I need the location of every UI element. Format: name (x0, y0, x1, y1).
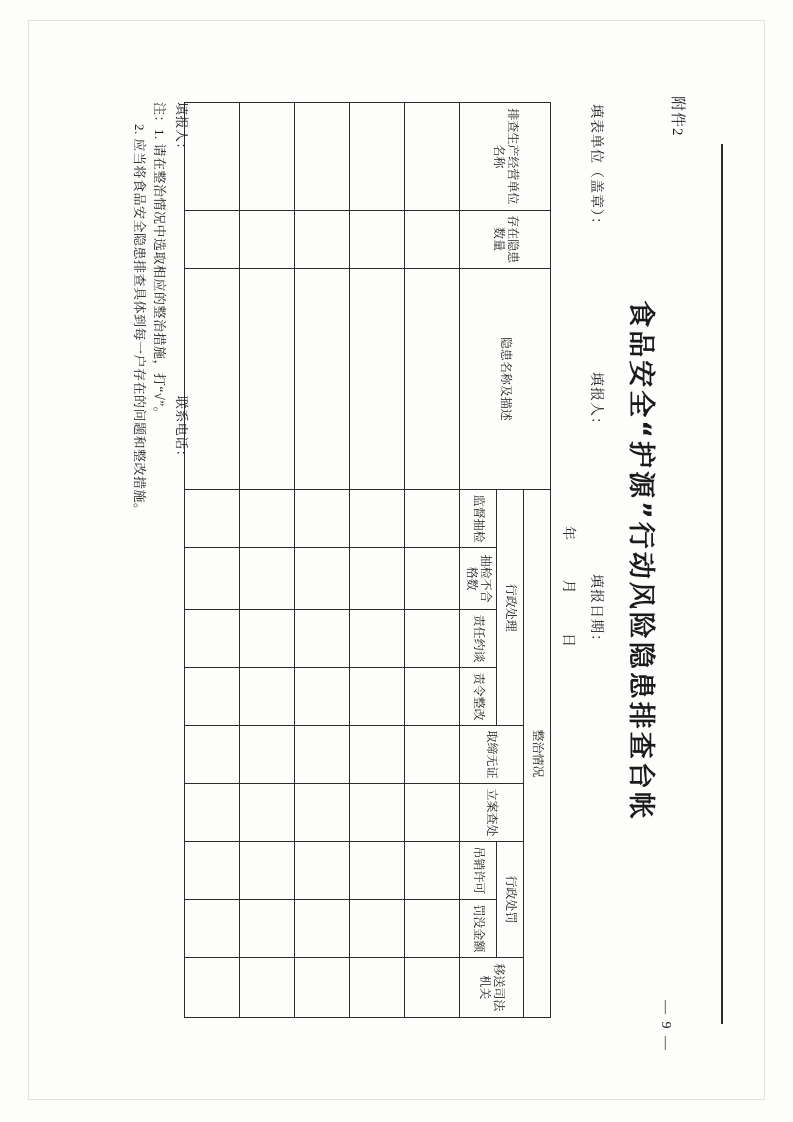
cell-hazard-count[interactable] (294, 210, 349, 268)
footer-signature-line (171, 102, 191, 463)
date-line (559, 526, 579, 682)
cell-supervision-sampling[interactable] (294, 490, 349, 548)
cell-supervision-sampling[interactable] (349, 490, 404, 548)
cell-transfer-judicial[interactable] (349, 957, 404, 1017)
document-body (47, 56, 747, 1066)
subgroup-header-transfer-judicial: 移送司法机关 (459, 957, 523, 1017)
cell-order-rectify[interactable] (239, 668, 294, 726)
cell-responsibility-interview[interactable] (184, 610, 239, 668)
cell-fine-amount[interactable] (404, 899, 459, 957)
sub-header-order-rectify: 责令整改 (459, 668, 496, 726)
table-row (184, 103, 239, 1018)
note-title: 注： (151, 102, 167, 130)
col-header-unit-name: 排查生产经营单位名称 (459, 103, 550, 211)
cell-order-rectify[interactable] (184, 668, 239, 726)
cell-unit-name[interactable] (349, 103, 404, 211)
cell-revoke-license[interactable] (239, 841, 294, 899)
cell-transfer-judicial[interactable] (404, 957, 459, 1017)
risk-inspection-table (184, 102, 551, 1018)
cell-hazard-desc[interactable] (294, 268, 349, 490)
cell-ban-unlicensed[interactable] (294, 726, 349, 784)
cell-case-filing[interactable] (184, 784, 239, 842)
rotated-content-wrapper (47, 56, 747, 1066)
cell-hazard-desc[interactable] (404, 268, 459, 490)
cell-fine-amount[interactable] (239, 899, 294, 957)
table-body (184, 103, 459, 1018)
col-header-hazard-count: 存在隐患数量 (459, 210, 550, 268)
cell-supervision-sampling[interactable] (239, 490, 294, 548)
cell-revoke-license[interactable] (404, 841, 459, 899)
subgroup-header-admin-penalty: 行政处罚 (496, 841, 523, 957)
cell-responsibility-interview[interactable] (239, 610, 294, 668)
filler-label: 填报人： (173, 102, 189, 157)
unit-label: 填表单位（盖章）： (587, 104, 603, 232)
cell-revoke-license[interactable] (294, 841, 349, 899)
cell-case-filing[interactable] (239, 784, 294, 842)
table-row (404, 103, 459, 1018)
sub-header-supervision-sampling: 监督抽检 (459, 490, 496, 548)
table-row (294, 103, 349, 1018)
date-year: 年 (559, 526, 575, 541)
cell-responsibility-interview[interactable] (294, 610, 349, 668)
cell-case-filing[interactable] (404, 784, 459, 842)
col-header-hazard-desc: 隐患名称及描述 (459, 268, 550, 490)
date-month: 月 (559, 579, 575, 595)
reporter-label: 填报人： (587, 372, 603, 432)
note-line-2 (129, 124, 149, 517)
cell-hazard-desc[interactable] (239, 268, 294, 490)
cell-unit-name[interactable] (239, 103, 294, 211)
phone-label: 联系电话： (173, 395, 189, 464)
cell-responsibility-interview[interactable] (349, 610, 404, 668)
group-header-treatment: 整治情况 (523, 490, 550, 1018)
date-day: 日 (559, 633, 575, 648)
cell-hazard-desc[interactable] (184, 268, 239, 490)
cell-fine-amount[interactable] (294, 899, 349, 957)
attachment-label: 附件2 (668, 96, 685, 137)
table-header-row-1 (523, 103, 550, 1018)
cell-case-filing[interactable] (349, 784, 404, 842)
cell-supervision-sampling[interactable] (404, 490, 459, 548)
subgroup-header-admin-handling: 行政处理 (496, 490, 523, 726)
cell-ban-unlicensed[interactable] (404, 726, 459, 784)
cell-hazard-count[interactable] (349, 210, 404, 268)
cell-order-rectify[interactable] (404, 668, 459, 726)
subgroup-header-case-filing: 立案查处 (459, 784, 523, 842)
cell-order-rectify[interactable] (294, 668, 349, 726)
cell-unqualified-count[interactable] (294, 548, 349, 610)
cell-transfer-judicial[interactable] (184, 957, 239, 1017)
cell-unqualified-count[interactable] (239, 548, 294, 610)
subgroup-header-ban-unlicensed: 取缔无证 (459, 726, 523, 784)
sub-header-revoke-license: 吊销许可 (459, 841, 496, 899)
cell-hazard-count[interactable] (239, 210, 294, 268)
cell-fine-amount[interactable] (184, 899, 239, 957)
cell-transfer-judicial[interactable] (239, 957, 294, 1017)
cell-unqualified-count[interactable] (349, 548, 404, 610)
cell-ban-unlicensed[interactable] (239, 726, 294, 784)
sub-header-fine-amount: 罚没金额 (459, 899, 496, 957)
cell-order-rectify[interactable] (349, 668, 404, 726)
cell-hazard-count[interactable] (184, 210, 239, 268)
cell-case-filing[interactable] (294, 784, 349, 842)
page-title: 食品安全“护源”行动风险隐患排查台帐 (624, 300, 656, 822)
table-row (349, 103, 404, 1018)
cell-hazard-desc[interactable] (349, 268, 404, 490)
cell-unit-name[interactable] (184, 103, 239, 211)
cell-revoke-license[interactable] (349, 841, 404, 899)
sub-header-unqualified-count: 抽检不合格数 (459, 548, 496, 610)
table-row (239, 103, 294, 1018)
cell-responsibility-interview[interactable] (404, 610, 459, 668)
cell-unit-name[interactable] (294, 103, 349, 211)
note-text-1: 1. 请在整治情况中选取相应的整治措施，打“√”。 (151, 129, 167, 421)
report-date-label: 填报日期： (587, 574, 603, 649)
note-text-2: 2. 应当将食品安全隐患排查具体到每一户存在的问题和整改措施。 (131, 124, 147, 517)
sub-header-responsibility-interview: 责任约谈 (459, 610, 496, 668)
page-number: — 9 — (657, 1000, 673, 1052)
cell-fine-amount[interactable] (349, 899, 404, 957)
cell-unqualified-count[interactable] (184, 548, 239, 610)
cell-ban-unlicensed[interactable] (349, 726, 404, 784)
note-line-1 (149, 102, 169, 420)
cell-supervision-sampling[interactable] (184, 490, 239, 548)
cell-unit-name[interactable] (404, 103, 459, 211)
cell-unqualified-count[interactable] (404, 548, 459, 610)
cell-ban-unlicensed[interactable] (184, 726, 239, 784)
cell-transfer-judicial[interactable] (294, 957, 349, 1017)
cell-hazard-count[interactable] (404, 210, 459, 268)
header-rule (721, 144, 723, 1024)
cell-revoke-license[interactable] (184, 841, 239, 899)
